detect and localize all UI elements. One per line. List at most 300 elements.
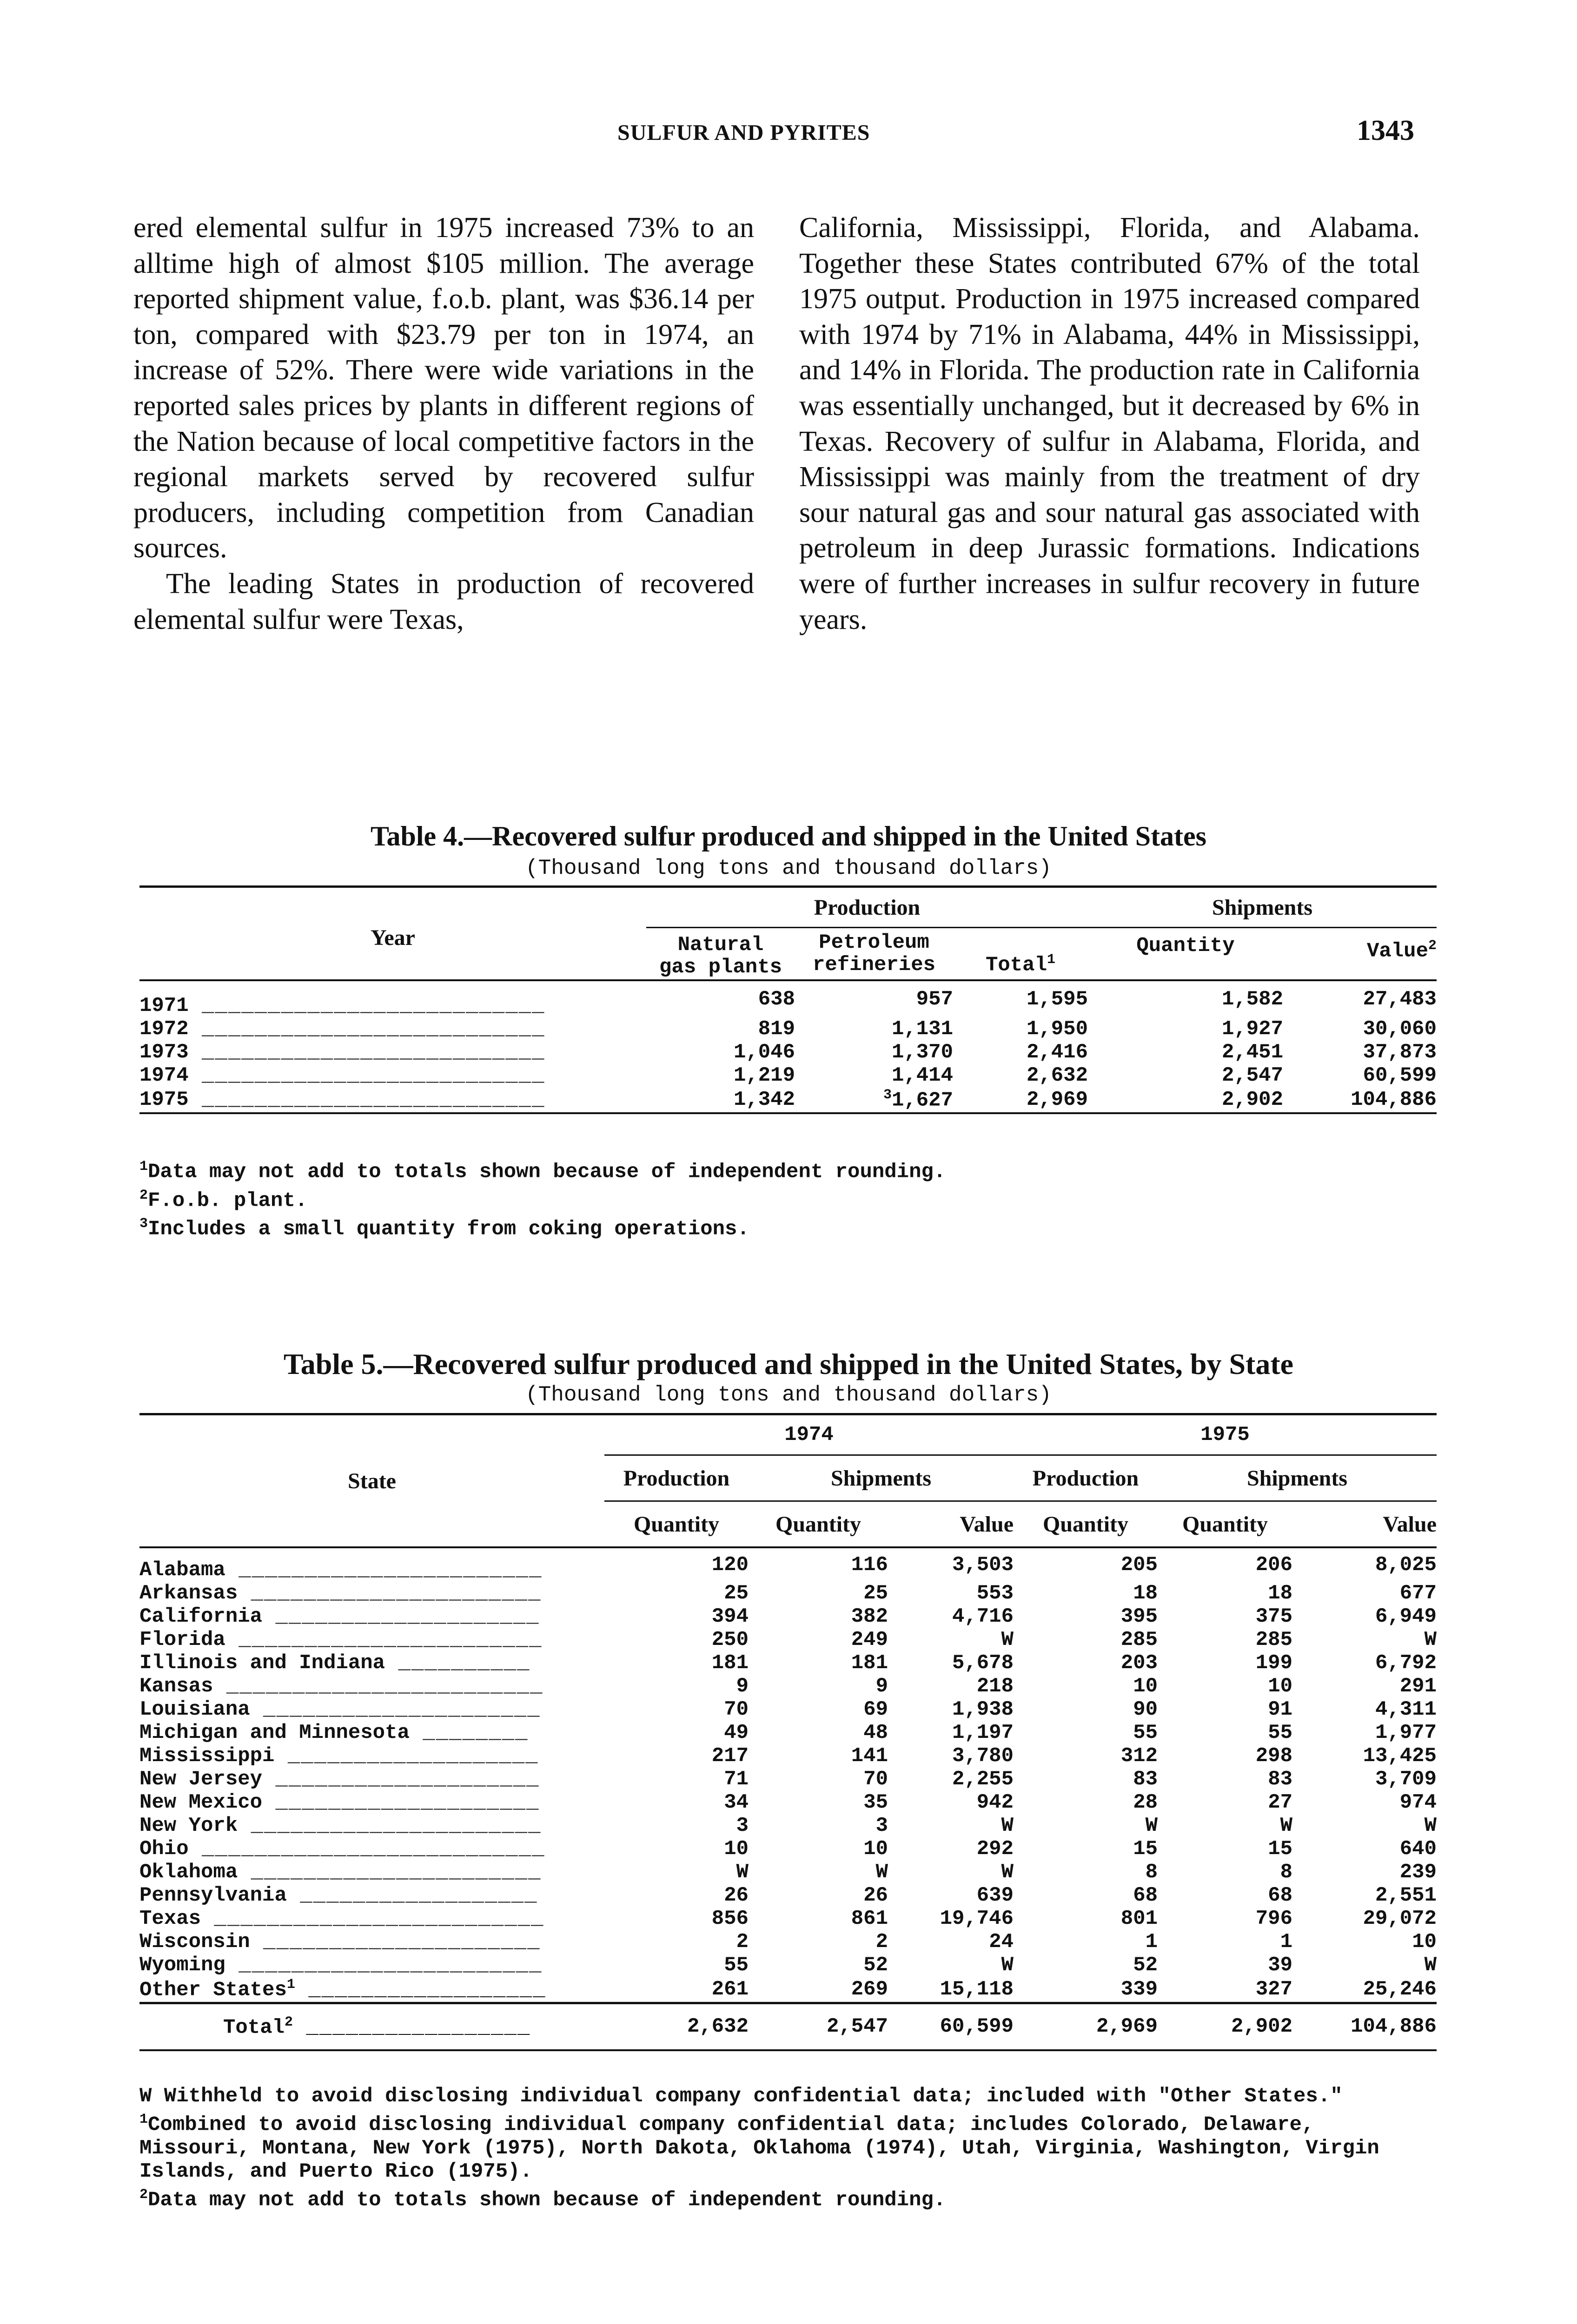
- year-label: 1971: [139, 994, 189, 1017]
- table-row: [139, 1744, 1437, 1768]
- value-cell: 25: [863, 1582, 888, 1605]
- value-cell: 312: [1120, 1744, 1158, 1768]
- value-cell: 2,255: [952, 1768, 1014, 1791]
- value-cell: W: [1001, 1954, 1014, 1977]
- value-cell: 34: [724, 1791, 749, 1814]
- table-row: [139, 1721, 1437, 1744]
- dot-leader: __________________________: [188, 1017, 545, 1041]
- value-cell: 250: [711, 1628, 749, 1651]
- value-cell: 2: [875, 1930, 888, 1954]
- value-cell: 205: [1120, 1553, 1158, 1577]
- value-cell: 13,425: [1363, 1744, 1437, 1768]
- quantity-cell: 2,547: [1221, 1064, 1283, 1087]
- state-cell: [139, 1884, 604, 1907]
- value-cell: 10: [863, 1837, 888, 1861]
- value-cell: 861: [851, 1907, 888, 1930]
- header-quantity: Quantity: [1136, 934, 1235, 957]
- dot-leader: _______________________: [225, 1558, 543, 1582]
- state-cell: [139, 1861, 604, 1884]
- value-cell: 339: [1120, 1977, 1158, 2001]
- total-cell: 1,950: [1026, 1017, 1088, 1041]
- footnote-text: F.o.b. plant.: [148, 1189, 308, 1213]
- value-cell: 4,311: [1375, 1698, 1437, 1721]
- state-cell: [139, 1814, 604, 1837]
- header-natural-gas: [646, 928, 795, 981]
- value-cell: 298: [1255, 1744, 1292, 1768]
- paragraph: ered elemental sulfur in 1975 increased 73% to an alltime high of almost $105 million. The average reported shipment value, f.o.b. plant, was $36.14 per ton, compared with $23.79 per ton in 1974, an increase of 52%. There were wide variations in the reported sales prices by plants in different regions of the Nation because of local competitive factors in the regional markets served by recovered sulfur producers, including competition from Canadian sources.: [133, 212, 754, 564]
- value-cell: 26: [724, 1884, 749, 1907]
- petroleum-cell: [795, 1041, 953, 1064]
- state-label: New Jersey: [139, 1768, 263, 1791]
- table4: [139, 885, 1437, 1114]
- header-petroleum-line1: Petroleum: [819, 931, 929, 954]
- total-row: [139, 2003, 1437, 2050]
- state-label: California: [139, 1605, 263, 1628]
- state-label: Pennsylvania: [139, 1884, 287, 1907]
- state-cell: [139, 1628, 604, 1651]
- state-cell: [139, 1837, 604, 1861]
- table-row: [139, 1907, 1437, 1930]
- value-cell: 90: [1133, 1698, 1158, 1721]
- dot-leader: __________________: [295, 1978, 546, 2002]
- total-cell: 1,595: [1026, 988, 1088, 1011]
- table5-subtitle: (Thousand long tons and thousand dollars): [525, 1383, 1052, 1407]
- dot-leader: _____________________: [250, 1930, 541, 1954]
- table-row: [139, 1017, 1437, 1041]
- footnote-mark: 2: [139, 1187, 148, 1203]
- header-quantity: Quantity: [1182, 1512, 1268, 1537]
- table4-title: Table 4.—Recovered sulfur produced and shipped in the United States: [370, 821, 1207, 852]
- value-cell: 28: [1133, 1791, 1158, 1814]
- value-cell: 9: [875, 1675, 888, 1698]
- total-cell: 2,416: [1026, 1041, 1088, 1064]
- state-label: New Mexico: [139, 1791, 263, 1814]
- state-label: Alabama: [139, 1558, 225, 1582]
- year-label: 1972: [139, 1017, 189, 1041]
- value-cell: 203: [1120, 1651, 1158, 1675]
- header-state: State: [139, 1414, 604, 1548]
- dot-leader: __________________________: [188, 994, 545, 1017]
- value-cell: 677: [1399, 1582, 1437, 1605]
- value-cell: 640: [1399, 1837, 1437, 1861]
- natural-gas-cell: 819: [758, 1017, 795, 1041]
- total-cell: 2,969: [1096, 2015, 1158, 2039]
- value-cell: W: [1001, 1628, 1014, 1651]
- value-cell: 8,025: [1375, 1553, 1437, 1577]
- quantity-cell: 2,902: [1221, 1088, 1283, 1111]
- natural-gas-cell: 1,342: [733, 1088, 795, 1111]
- value-cell: 2: [736, 1930, 749, 1954]
- value-cell: 249: [851, 1628, 888, 1651]
- table-row: [139, 1837, 1437, 1861]
- table-row: [139, 1605, 1437, 1628]
- state-cell: [139, 1651, 604, 1675]
- value-cell: 639: [976, 1884, 1014, 1907]
- value-cell: 52: [1133, 1954, 1158, 1977]
- state-cell: [139, 1547, 604, 1582]
- state-label: Ohio: [139, 1837, 189, 1861]
- footnote-text: Combined to avoid disclosing individual company confidential data; includes Colorado, Delaware, Missouri, Montana, New York (1975), North Dakota, Oklahoma (1974), Utah, Virginia, Washington, Virgin Islands, and Puerto Rico (1975).: [139, 2113, 1379, 2183]
- header-value: Value: [960, 1512, 1014, 1537]
- dot-leader: ______________________: [238, 1582, 542, 1605]
- value-cell: 10: [1268, 1675, 1292, 1698]
- value-cell: W: [1424, 1814, 1437, 1837]
- petroleum-value: 1,370: [891, 1041, 953, 1064]
- year-cell: [139, 1041, 646, 1064]
- footnote-mark: 3: [883, 1087, 892, 1103]
- value-cell: 48: [863, 1721, 888, 1744]
- table4-footnotes: [139, 1155, 1437, 1241]
- value-cell: 18: [1133, 1582, 1158, 1605]
- header-shipments: Shipments: [1088, 887, 1437, 928]
- year-cell: [139, 980, 646, 1017]
- header-value-label: Value: [1366, 939, 1428, 963]
- petroleum-cell: [795, 1087, 953, 1113]
- total-cell: 2,632: [1026, 1064, 1088, 1087]
- value-cell: W: [875, 1861, 888, 1884]
- table5-footnotes: [139, 2085, 1437, 2212]
- paragraph: The leading States in production of recovered elemental sulfur were Texas,: [133, 568, 754, 635]
- dot-leader: ________: [409, 1721, 529, 1744]
- footnote-text: W Withheld to avoid disclosing individual company confidential data; included with "Other States.": [139, 2085, 1343, 2108]
- value-cell: 55: [724, 1954, 749, 1977]
- value-cell: 292: [976, 1837, 1014, 1861]
- footnote-mark: 2: [1428, 938, 1437, 954]
- year-label: 1973: [139, 1041, 189, 1064]
- value-cell: 15: [1133, 1837, 1158, 1861]
- value-cell: 974: [1399, 1791, 1437, 1814]
- footnote-mark: 2: [139, 2186, 148, 2203]
- dot-leader: ______________________: [238, 1861, 542, 1884]
- value-cell: 181: [711, 1651, 749, 1675]
- value-cell: 104,886: [1351, 1088, 1437, 1111]
- petroleum-value: 1,627: [891, 1089, 953, 1112]
- dot-leader: ______________________: [238, 1814, 542, 1837]
- dot-leader: _________________: [293, 2016, 531, 2040]
- value-cell: 49: [724, 1721, 749, 1744]
- value-cell: W: [1424, 1628, 1437, 1651]
- state-label: Illinois and Indiana: [139, 1651, 385, 1675]
- state-cell: [139, 1744, 604, 1768]
- value-cell: 120: [711, 1553, 749, 1577]
- footnote: [139, 2085, 1437, 2108]
- header-quantity: Quantity: [633, 1512, 720, 1537]
- year-label: 1974: [139, 1064, 189, 1087]
- petroleum-cell: [795, 980, 953, 1017]
- value-cell: 261: [711, 1977, 749, 2001]
- table-row: [139, 1041, 1437, 1064]
- state-label: Michigan and Minnesota: [139, 1721, 410, 1744]
- value-cell: 1: [1145, 1930, 1158, 1954]
- dot-leader: __________________________: [188, 1041, 545, 1064]
- value-cell: 2,551: [1375, 1884, 1437, 1907]
- value-cell: 382: [851, 1605, 888, 1628]
- quantity-cell: 2,451: [1221, 1041, 1283, 1064]
- footnote: [139, 1184, 1437, 1213]
- value-cell: 285: [1255, 1628, 1292, 1651]
- state-label: Kansas: [139, 1675, 213, 1698]
- text-column-left: [133, 210, 754, 637]
- value-cell: W: [1424, 1954, 1437, 1977]
- state-cell: [139, 1977, 604, 2003]
- footnote-mark: 1: [139, 2112, 148, 2127]
- total-cell: 2,969: [1026, 1088, 1088, 1111]
- state-cell: [139, 1768, 604, 1791]
- table-row: [139, 1814, 1437, 1837]
- table-row: [139, 1064, 1437, 1087]
- value-cell: 18: [1268, 1582, 1292, 1605]
- value-cell: 8: [1280, 1861, 1292, 1884]
- state-cell: [139, 1605, 604, 1628]
- value-cell: 3: [875, 1814, 888, 1837]
- state-cell: [139, 2003, 604, 2050]
- footnote: [139, 2108, 1437, 2183]
- value-cell: 1,197: [952, 1721, 1014, 1744]
- state-cell: [139, 1907, 604, 1930]
- value-cell: 35: [863, 1791, 888, 1814]
- footnote-mark: 3: [139, 1216, 148, 1232]
- value-cell: 29,072: [1363, 1907, 1437, 1930]
- header-year-1974: 1974: [604, 1414, 1014, 1455]
- state-label: Oklahoma: [139, 1861, 238, 1884]
- total-cell: 2,902: [1231, 2015, 1292, 2039]
- footnote: [139, 1212, 1437, 1241]
- header-natural-line2: gas plants: [659, 956, 782, 979]
- year-cell: [139, 1064, 646, 1087]
- page-number: 1343: [1357, 115, 1414, 146]
- value-cell: 39: [1268, 1954, 1292, 1977]
- value-cell: 217: [711, 1744, 749, 1768]
- dot-leader: __________________________: [188, 1088, 545, 1111]
- state-label: Louisiana: [139, 1698, 250, 1721]
- value-cell: 25,246: [1363, 1977, 1437, 2001]
- value-cell: 218: [976, 1675, 1014, 1698]
- header-production-1974: Production: [604, 1455, 749, 1501]
- dot-leader: ____________________: [262, 1768, 540, 1791]
- value-cell: 83: [1268, 1768, 1292, 1791]
- value-cell: 394: [711, 1605, 749, 1628]
- value-cell: 8: [1145, 1861, 1158, 1884]
- total-cell: 104,886: [1351, 2015, 1437, 2039]
- dot-leader: __________: [385, 1651, 530, 1675]
- value-cell: 69: [863, 1698, 888, 1721]
- value-cell: 181: [851, 1651, 888, 1675]
- dot-leader: ___________________: [274, 1744, 539, 1768]
- header-petroleum-line2: refineries: [812, 953, 936, 977]
- value-cell: 52: [863, 1954, 888, 1977]
- value-cell: 1,977: [1375, 1721, 1437, 1744]
- table5-body: [139, 1547, 1437, 2050]
- dot-leader: ________________________: [213, 1675, 543, 1698]
- value-cell: W: [1001, 1861, 1014, 1884]
- state-label: New York: [139, 1814, 238, 1837]
- value-cell: 206: [1255, 1553, 1292, 1577]
- value-cell: 70: [724, 1698, 749, 1721]
- value-cell: 27: [1268, 1791, 1292, 1814]
- value-cell: 856: [711, 1907, 749, 1930]
- table-row: [139, 1651, 1437, 1675]
- table-row: [139, 1930, 1437, 1954]
- state-cell: [139, 1930, 604, 1954]
- value-cell: 1,938: [952, 1698, 1014, 1721]
- natural-gas-cell: 1,046: [733, 1041, 795, 1064]
- header-shipments-1974: Shipments: [749, 1455, 1014, 1501]
- value-cell: 10: [1412, 1930, 1437, 1954]
- footnote: [139, 2183, 1437, 2212]
- petroleum-cell: [795, 1064, 953, 1087]
- value-cell: 801: [1120, 1907, 1158, 1930]
- paragraph: California, Mississippi, Florida, and Alabama. Together these States contributed 67% of the total 1975 output. Production in 1975 increased compared with 1974 by 71% in Alabama, 44% in Mississippi, and 14% in Florida. The production rate in California was essentially unchanged, but it decreased by 6% in Texas. Recovery of sulfur in Alabama, Florida, and Mississippi was mainly from the treatment of dry sour natural gas and sour natural gas associated with petroleum in deep Jurassic formations. Indications were of further increases in sulfur recovery in future years.: [799, 212, 1420, 635]
- value-cell: 291: [1399, 1675, 1437, 1698]
- state-label: Mississippi: [139, 1744, 275, 1768]
- table-row: [139, 1698, 1437, 1721]
- footnote: [139, 1155, 1437, 1184]
- value-cell: 796: [1255, 1907, 1292, 1930]
- running-title: SULFUR AND PYRITES: [617, 120, 870, 145]
- table-row: [139, 980, 1437, 1017]
- value-cell: 10: [1133, 1675, 1158, 1698]
- header-production: Production: [646, 887, 1088, 928]
- value-cell: 70: [863, 1768, 888, 1791]
- value-cell: 116: [851, 1553, 888, 1577]
- year-label: 1975: [139, 1088, 189, 1111]
- footnote-mark: 1: [139, 1159, 148, 1175]
- header-year-1975: 1975: [1014, 1414, 1437, 1455]
- value-cell: 3,503: [952, 1553, 1014, 1577]
- value-cell: 30,060: [1363, 1017, 1437, 1041]
- natural-gas-cell: 638: [758, 988, 795, 1011]
- value-cell: 239: [1399, 1861, 1437, 1884]
- footnote-text: Data may not add to totals shown because of independent rounding.: [148, 1160, 946, 1184]
- value-cell: 55: [1133, 1721, 1158, 1744]
- table4-subtitle: (Thousand long tons and thousand dollars): [525, 856, 1052, 880]
- dot-leader: _________________________: [201, 1907, 544, 1930]
- total-label: Total: [223, 2016, 285, 2040]
- value-cell: 3: [736, 1814, 749, 1837]
- dot-leader: __________________________: [188, 1837, 545, 1861]
- value-cell: 285: [1120, 1628, 1158, 1651]
- footnote-text: Includes a small quantity from coking operations.: [148, 1217, 749, 1241]
- value-cell: W: [1280, 1814, 1292, 1837]
- value-cell: 553: [976, 1582, 1014, 1605]
- table-row: [139, 1954, 1437, 1977]
- dot-leader: _______________________: [225, 1954, 543, 1977]
- value-cell: W: [736, 1861, 749, 1884]
- header-shipments-1975: Shipments: [1158, 1455, 1437, 1501]
- table-row: [139, 1087, 1437, 1113]
- year-cell: [139, 1087, 646, 1113]
- value-cell: 10: [724, 1837, 749, 1861]
- table5-title: Table 5.—Recovered sulfur produced and shipped in the United States, by State: [283, 1347, 1294, 1380]
- header-petroleum: [795, 928, 953, 981]
- dot-leader: _____________________: [250, 1698, 541, 1721]
- header-total: [953, 928, 1088, 981]
- state-cell: [139, 1675, 604, 1698]
- header-value: Value: [1383, 1512, 1437, 1537]
- table-row: [139, 1547, 1437, 1582]
- dot-leader: _______________________: [225, 1628, 543, 1651]
- state-cell: [139, 1582, 604, 1605]
- state-cell: [139, 1698, 604, 1721]
- table-row: [139, 1861, 1437, 1884]
- value-cell: 199: [1255, 1651, 1292, 1675]
- table-row: [139, 1675, 1437, 1698]
- value-cell: 4,716: [952, 1605, 1014, 1628]
- table-row: [139, 1884, 1437, 1907]
- value-cell: 60,599: [1363, 1064, 1437, 1087]
- footnote-mark: 1: [1047, 952, 1056, 968]
- header-quantity: Quantity: [775, 1512, 861, 1537]
- value-cell: 269: [851, 1977, 888, 2001]
- value-cell: 83: [1133, 1768, 1158, 1791]
- value-cell: 6,792: [1375, 1651, 1437, 1675]
- value-cell: 375: [1255, 1605, 1292, 1628]
- quantity-cell: 1,582: [1221, 988, 1283, 1011]
- value-cell: 37,873: [1363, 1041, 1437, 1064]
- value-cell: 68: [1133, 1884, 1158, 1907]
- table-row: [139, 1977, 1437, 2003]
- header-total-label: Total: [985, 954, 1047, 977]
- petroleum-value: 1,414: [891, 1064, 953, 1087]
- value-cell: 24: [989, 1930, 1014, 1954]
- natural-gas-cell: 1,219: [733, 1064, 795, 1087]
- header-year: Year: [139, 887, 646, 981]
- total-cell: 2,632: [687, 2015, 749, 2039]
- quantity-cell: 1,927: [1221, 1017, 1283, 1041]
- value-cell: 395: [1120, 1605, 1158, 1628]
- dot-leader: ____________________: [262, 1605, 540, 1628]
- value-cell: 71: [724, 1768, 749, 1791]
- dot-leader: ____________________: [262, 1791, 540, 1814]
- value-cell: 3,709: [1375, 1768, 1437, 1791]
- table-row: [139, 1582, 1437, 1605]
- header-production-1975: Production: [1014, 1455, 1158, 1501]
- value-cell: 15,118: [940, 1977, 1014, 2001]
- petroleum-value: 1,131: [891, 1017, 953, 1041]
- value-cell: 6,949: [1375, 1605, 1437, 1628]
- header-quantity: Quantity: [1042, 1512, 1129, 1537]
- value-cell: 1: [1280, 1930, 1292, 1954]
- table-row: [139, 1628, 1437, 1651]
- table5: [139, 1413, 1437, 2051]
- table-row: [139, 1768, 1437, 1791]
- value-cell: W: [1001, 1814, 1014, 1837]
- value-cell: 327: [1255, 1977, 1292, 2001]
- table-row: [139, 1791, 1437, 1814]
- footnote-mark: 1: [286, 1977, 295, 1993]
- value-cell: 55: [1268, 1721, 1292, 1744]
- dot-leader: __________________: [286, 1884, 538, 1907]
- petroleum-value: 957: [916, 988, 953, 1011]
- state-cell: [139, 1954, 604, 1977]
- value-cell: 5,678: [952, 1651, 1014, 1675]
- header-natural-line1: Natural: [677, 933, 764, 957]
- dot-leader: __________________________: [188, 1064, 545, 1087]
- value-cell: 25: [724, 1582, 749, 1605]
- state-label: Arkansas: [139, 1582, 238, 1605]
- table4-body: [139, 980, 1437, 1113]
- value-cell: 9: [736, 1675, 749, 1698]
- value-cell: 91: [1268, 1698, 1292, 1721]
- value-cell: 27,483: [1363, 988, 1437, 1011]
- value-cell: 68: [1268, 1884, 1292, 1907]
- text-column-right: [799, 210, 1420, 637]
- state-label: Wisconsin: [139, 1930, 250, 1954]
- state-cell: [139, 1791, 604, 1814]
- value-cell: 3,780: [952, 1744, 1014, 1768]
- value-cell: 19,746: [940, 1907, 1014, 1930]
- value-cell: 942: [976, 1791, 1014, 1814]
